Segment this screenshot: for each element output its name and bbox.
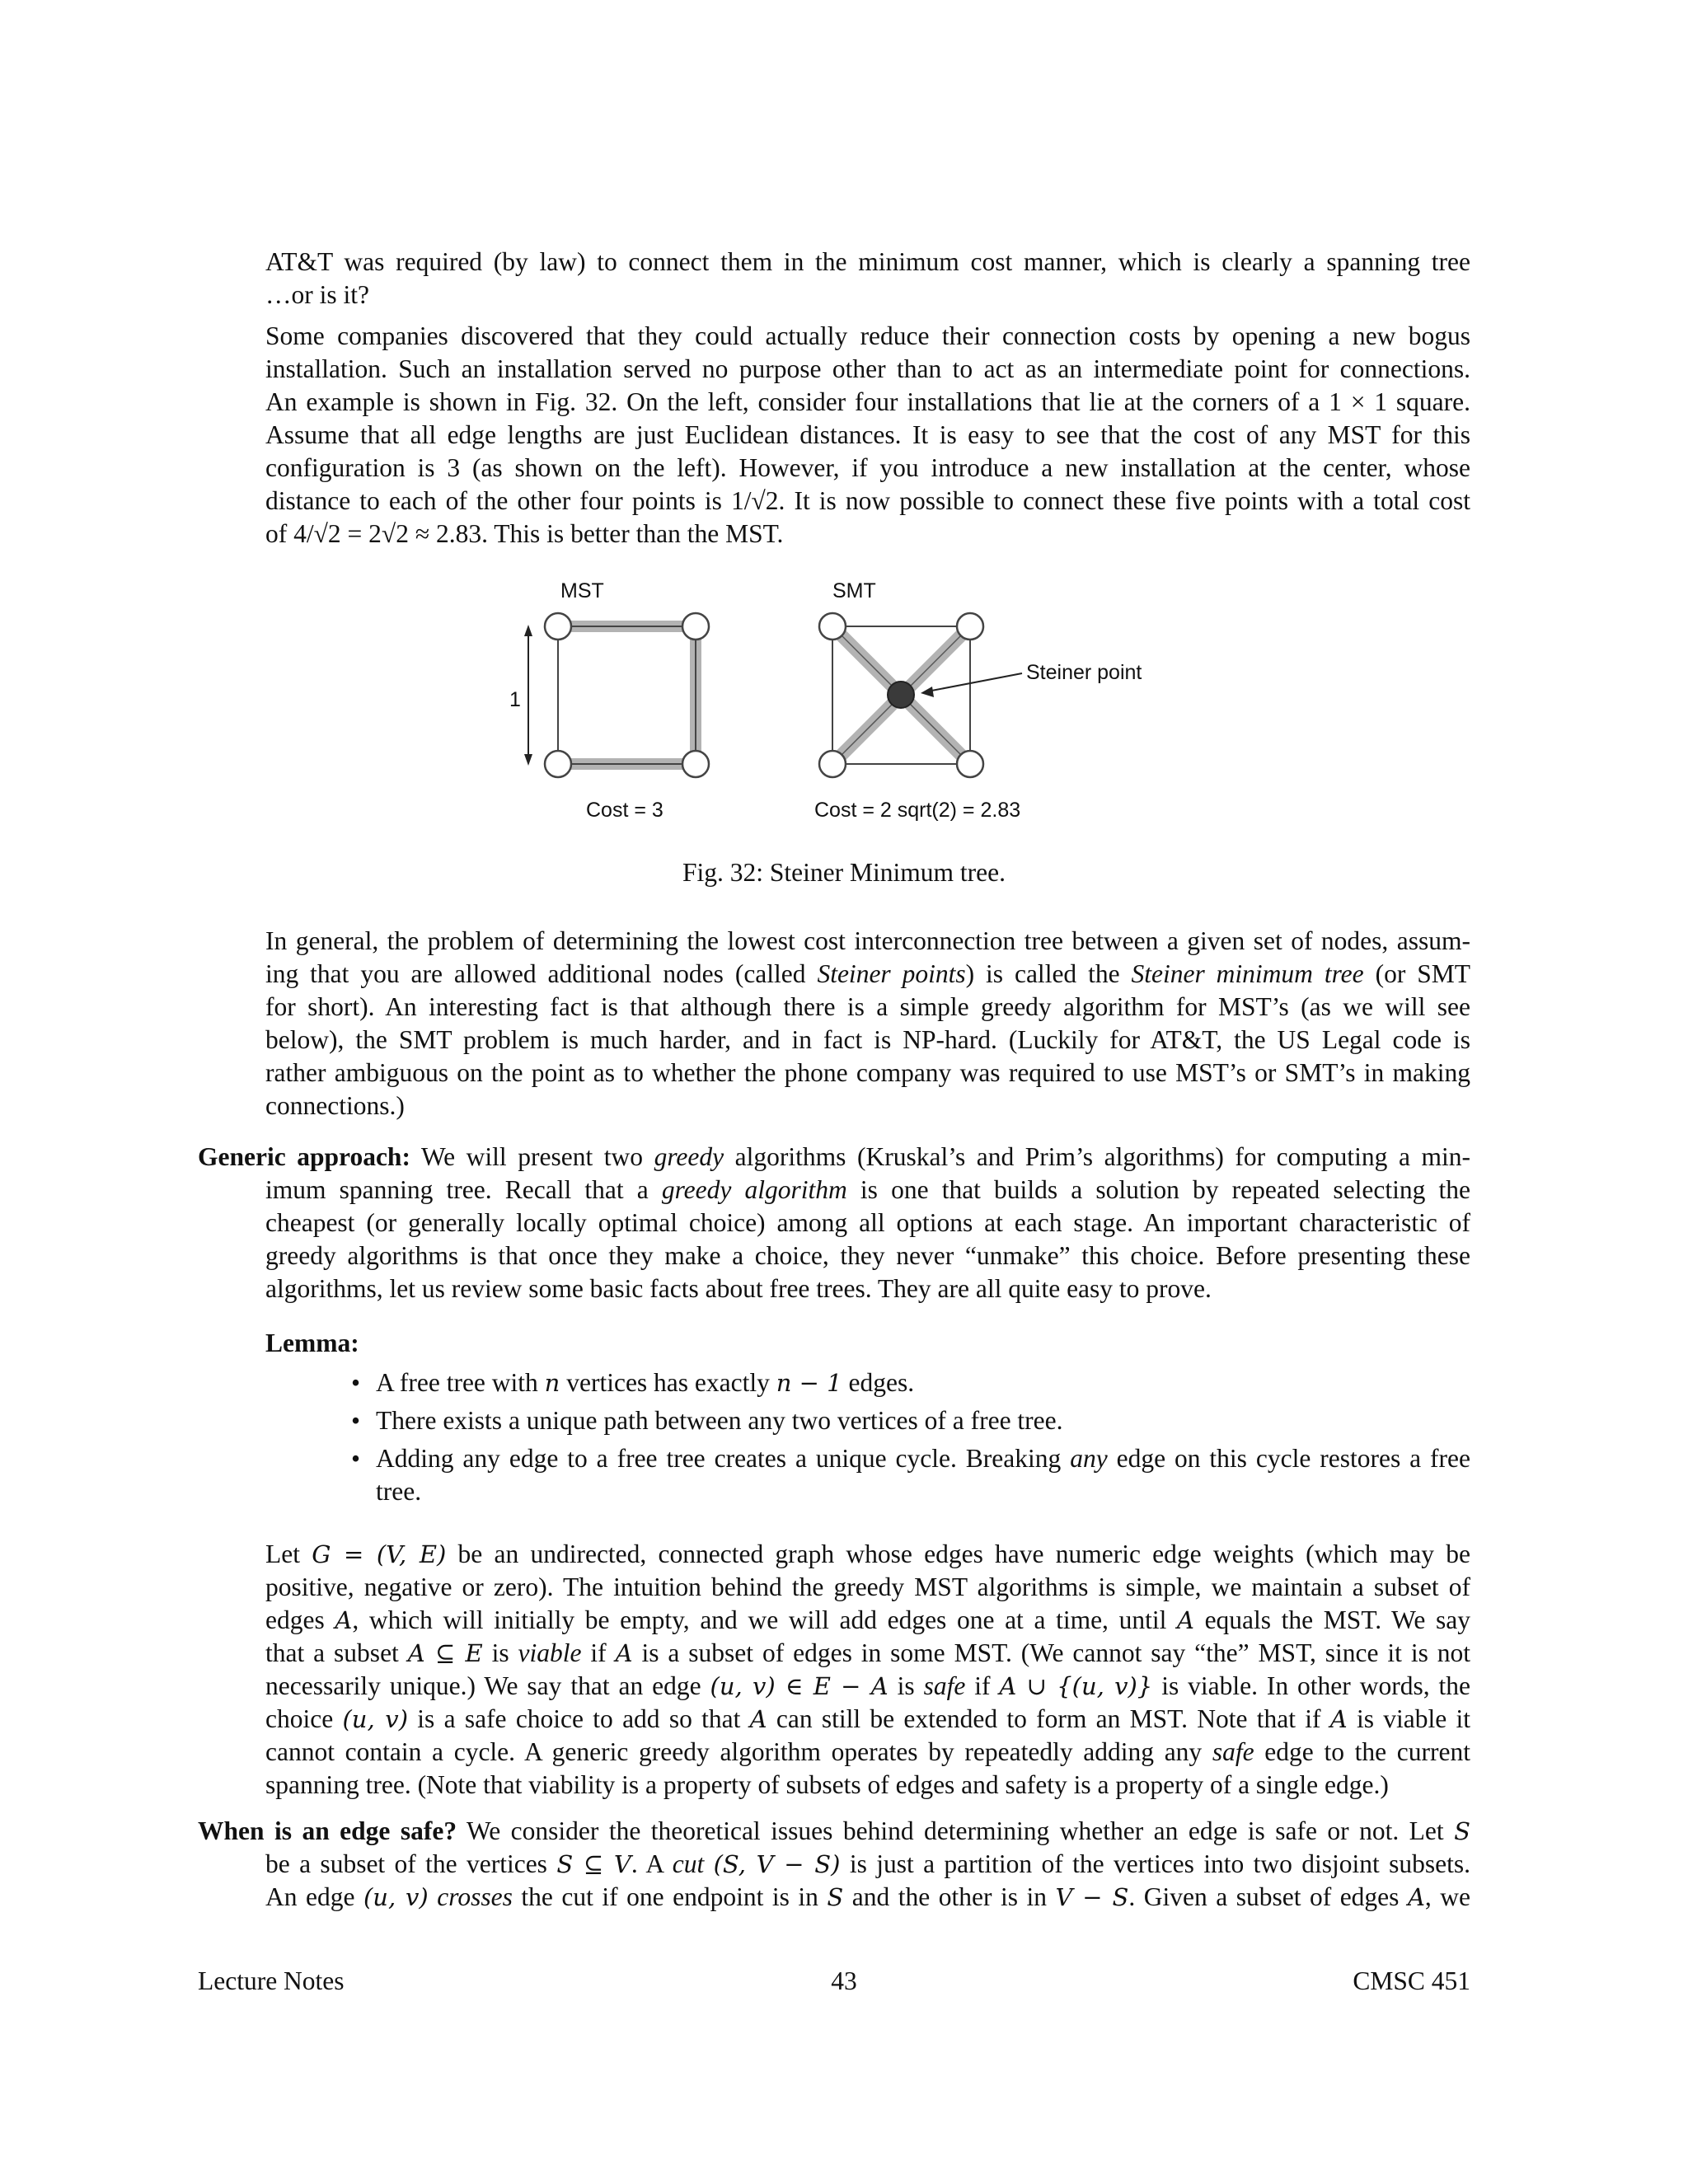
arrow-up-icon <box>524 625 532 636</box>
section-generic-approach <box>198 1141 1470 1305</box>
text-line: be a subset of the vertices S ⊆ V. A cut (S, V − S) is just a partition of the vertices into two disjoint subsets. <box>265 1849 1471 1878</box>
figure-caption: Fig. 32: Steiner Minimum tree. <box>682 858 1006 887</box>
text-line: necessarily unique.) We say that an edge (u, v) ∈ E − A is safe if A ∪ {(u, v)} is viable. In other words, the <box>265 1671 1470 1700</box>
paragraph-smt-general <box>265 925 1470 1122</box>
steiner-point-node <box>888 682 914 708</box>
text-line: greedy algorithms is that once they make a choice, they never “unmake” this choice. Before presenting these <box>265 1241 1470 1270</box>
mst-square-outline <box>558 626 696 764</box>
list-item: • There exists a unique path between any two vertices of a free tree. <box>354 1404 1470 1437</box>
section-heading: When is an edge safe? <box>198 1816 457 1845</box>
smt-node <box>819 613 846 640</box>
text-line: rather ambiguous on the point as to whether the phone company was required to use MST’s or SMT’s in making <box>265 1058 1470 1087</box>
text-line: cheapest (or generally locally optimal choice) among all options at each stage. An important characteristic of <box>265 1208 1470 1237</box>
lemma-title: Lemma: <box>265 1329 359 1357</box>
text-line: configuration is 3 (as shown on the left). However, if you introduce a new installation at the center, whose <box>265 453 1470 482</box>
text-line: for short). An interesting fact is that although there is a simple greedy algorithm for MST’s (as we will see <box>265 992 1470 1021</box>
term-steiner-points: Steiner points <box>817 959 966 988</box>
steiner-pointer-line <box>927 673 1022 691</box>
text-line: AT&T was required (by law) to connect them in the minimum cost manner, which is clearly a spanning tree <box>265 247 1470 276</box>
mst-label: MST <box>560 579 604 602</box>
smt-node <box>819 751 846 777</box>
footer-right: CMSC 451 <box>1353 1966 1470 1995</box>
steiner-point-label: Steiner point <box>1026 661 1142 684</box>
footer-left: Lecture Notes <box>198 1966 345 1995</box>
side-length-label: 1 <box>509 688 521 711</box>
text-line: When is an edge safe? We consider the theoretical issues behind determining whether an edge is safe or not. Let S <box>198 1816 1470 1845</box>
text-line: …or is it? <box>265 280 369 309</box>
text-line: installation. Such an installation served no purpose other than to act as an intermediate point for connections. <box>265 354 1470 383</box>
section-heading: Generic approach: <box>198 1142 410 1171</box>
text-line: connections.) <box>265 1091 405 1120</box>
mst-node <box>545 613 571 640</box>
text-line: An edge (u, v) crosses the cut if one endpoint is in S and the other is in V − S. Given a subset of edges A, we <box>265 1882 1471 1911</box>
text-line: Let G = (V, E) be an undirected, connected graph whose edges have numeric edge weights (which may be <box>265 1540 1471 1568</box>
paragraph-greedy-mst <box>265 1538 1470 1802</box>
mst-node <box>682 613 709 640</box>
mst-cost-label: Cost = 3 <box>586 799 663 822</box>
text-line: edges A, which will initially be empty, and we will add edges one at a time, until A equals the MST. We say <box>265 1605 1471 1634</box>
mst-diagram <box>509 613 709 777</box>
list-item: • A free tree with n vertices has exactly n − 1 edges. <box>354 1366 1470 1399</box>
bullet-icon: • <box>351 1368 361 1397</box>
lemma-list <box>351 1366 1470 1513</box>
smt-label: SMT <box>832 579 876 602</box>
text-line: below), the SMT problem is much harder, and in fact is NP-hard. (Luckily for AT&T, the US Legal code is <box>265 1025 1470 1054</box>
text-line: of 4/√2 = 2√2 ≈ 2.83. This is better than the MST. <box>265 519 784 548</box>
text-line: imum spanning tree. Recall that a greedy algorithm is one that builds a solution by repeated selecting the <box>265 1175 1471 1204</box>
text-line: distance to each of the other four points is 1/√2. It is now possible to connect these five points with a total cost <box>265 486 1470 515</box>
page-number: 43 <box>831 1966 857 1995</box>
text-line: spanning tree. (Note that viability is a property of subsets of edges and safety is a property of a single edge.) <box>265 1770 1389 1799</box>
text-line: An example is shown in Fig. 32. On the left, consider four installations that lie at the corners of a 1 × 1 square. <box>265 387 1470 416</box>
text-line: that a subset A ⊆ E is viable if A is a subset of edges in some MST. (We cannot say “the” MST, since it is not <box>265 1638 1471 1667</box>
smt-node <box>957 613 983 640</box>
text-line: algorithms, let us review some basic facts about free trees. They are all quite easy to prove. <box>265 1274 1212 1303</box>
text-line: Assume that all edge lengths are just Euclidean distances. It is easy to see that the cost of any MST for this <box>265 420 1470 449</box>
text-line: choice (u, v) is a safe choice to add so that A can still be extended to form an MST. Note that if A is viable it <box>265 1704 1471 1733</box>
mst-node <box>545 751 571 777</box>
text-line: ing that you are allowed additional nodes (called Steiner points) is called the Steiner minimum tree (or SMT <box>265 959 1471 988</box>
mst-node <box>682 751 709 777</box>
term-steiner-minimum-tree: Steiner minimum tree <box>1131 959 1364 988</box>
text-line: Some companies discovered that they could actually reduce their connection costs by opening a new bogus <box>265 321 1470 350</box>
list-item: • Adding any edge to a free tree creates a unique cycle. Breaking any edge on this cycle restores a free tree. <box>351 1444 1470 1506</box>
text-line: In general, the problem of determining the lowest cost interconnection tree between a given set of nodes, assum- <box>265 926 1470 955</box>
text-line: Generic approach: We will present two greedy algorithms (Kruskal’s and Prim’s algorithms) for computing a min- <box>198 1142 1471 1171</box>
bullet-icon: • <box>351 1444 361 1473</box>
steiner-figure <box>0 0 1688 874</box>
smt-node <box>957 751 983 777</box>
text-line: cannot contain a cycle. A generic greedy algorithm operates by repeatedly adding any safe edge to the current <box>265 1737 1470 1766</box>
text-line: positive, negative or zero). The intuition behind the greedy MST algorithms is simple, we maintain a subset of <box>265 1572 1470 1601</box>
arrow-left-icon <box>921 687 934 697</box>
bullet-icon: • <box>351 1406 361 1435</box>
smt-cost-label: Cost = 2 sqrt(2) = 2.83 <box>814 799 1021 822</box>
smt-diagram <box>819 613 1142 777</box>
arrow-down-icon <box>524 754 532 766</box>
section-edge-safe <box>198 1815 1470 1914</box>
